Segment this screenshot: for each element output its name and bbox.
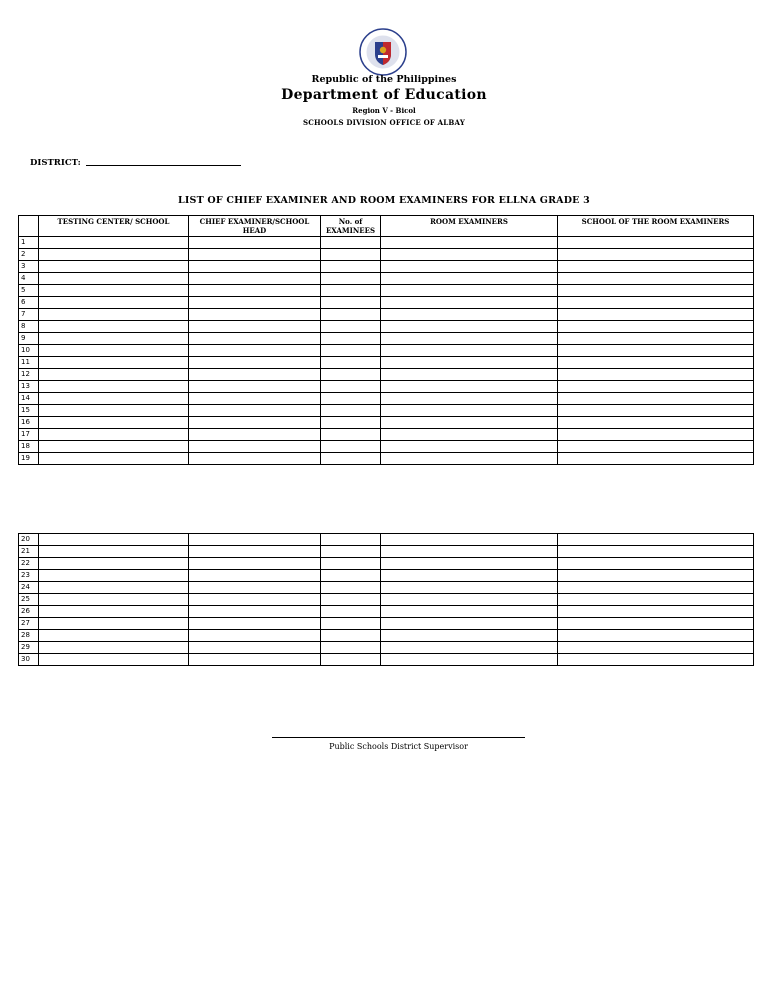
testing-center-cell[interactable] (39, 333, 189, 345)
examinees-cell[interactable] (321, 381, 381, 393)
examinees-cell[interactable] (321, 369, 381, 381)
chief-examiner-cell[interactable] (189, 618, 321, 630)
table-row (19, 393, 754, 405)
col-header-chief-examiner: CHIEF EXAMINER/SCHOOL HEAD (189, 216, 321, 237)
list-title: LIST OF CHIEF EXAMINER AND ROOM EXAMINERS FOR ELLNA GRADE 3 (178, 195, 590, 206)
examinees-cell[interactable] (321, 654, 381, 666)
room-examiners-cell[interactable] (381, 558, 558, 570)
examinees-cell[interactable] (321, 393, 381, 405)
row-number: 10 (19, 345, 39, 357)
examinees-cell[interactable] (321, 618, 381, 630)
room-examiners-cell[interactable] (381, 273, 558, 285)
table-row (19, 618, 754, 630)
room-examiners-cell[interactable] (381, 441, 558, 453)
school-room-examiners-cell[interactable] (558, 618, 754, 630)
examinees-cell[interactable] (321, 309, 381, 321)
row-number: 8 (19, 321, 39, 333)
examinees-cell[interactable] (321, 321, 381, 333)
table-row (19, 546, 754, 558)
table-row (19, 654, 754, 666)
room-examiners-cell[interactable] (381, 321, 558, 333)
table-row (19, 321, 754, 333)
room-examiners-cell[interactable] (381, 642, 558, 654)
room-examiners-cell[interactable] (381, 606, 558, 618)
row-number: 5 (19, 285, 39, 297)
table-row (19, 453, 754, 465)
row-number: 25 (19, 594, 39, 606)
region-heading: Region V - Bicol (352, 106, 416, 115)
chief-examiner-cell[interactable] (189, 570, 321, 582)
chief-examiner-cell[interactable] (189, 297, 321, 309)
table-row (19, 417, 754, 429)
testing-center-cell[interactable] (39, 285, 189, 297)
table-header-row (19, 216, 754, 237)
testing-center-cell[interactable] (39, 453, 189, 465)
row-number: 27 (19, 618, 39, 630)
chief-examiner-cell[interactable] (189, 546, 321, 558)
school-room-examiners-cell[interactable] (558, 345, 754, 357)
school-room-examiners-cell[interactable] (558, 642, 754, 654)
row-number: 29 (19, 642, 39, 654)
chief-examiner-cell[interactable] (189, 405, 321, 417)
school-room-examiners-cell[interactable] (558, 249, 754, 261)
table-row (19, 570, 754, 582)
table-row (19, 345, 754, 357)
chief-examiner-cell[interactable] (189, 273, 321, 285)
row-number: 4 (19, 273, 39, 285)
testing-center-cell[interactable] (39, 546, 189, 558)
row-number: 26 (19, 606, 39, 618)
table-row (19, 381, 754, 393)
examinees-cell[interactable] (321, 534, 381, 546)
examinees-cell[interactable] (321, 285, 381, 297)
row-number: 18 (19, 441, 39, 453)
testing-center-cell[interactable] (39, 261, 189, 273)
examinees-cell[interactable] (321, 546, 381, 558)
room-examiners-cell[interactable] (381, 654, 558, 666)
table-row (19, 357, 754, 369)
examinees-cell[interactable] (321, 417, 381, 429)
examinees-cell[interactable] (321, 570, 381, 582)
table-row (19, 297, 754, 309)
school-room-examiners-cell[interactable] (558, 237, 754, 249)
table-row (19, 285, 754, 297)
row-number: 15 (19, 405, 39, 417)
examinees-cell[interactable] (321, 273, 381, 285)
chief-examiner-cell[interactable] (189, 441, 321, 453)
school-room-examiners-cell[interactable] (558, 357, 754, 369)
district-label: DISTRICT: (30, 158, 81, 168)
testing-center-cell[interactable] (39, 309, 189, 321)
testing-center-cell[interactable] (39, 642, 189, 654)
col-header-examinees: No. of EXAMINEES (321, 216, 381, 237)
school-room-examiners-cell[interactable] (558, 606, 754, 618)
signature-line (272, 737, 525, 738)
examinees-cell[interactable] (321, 345, 381, 357)
row-number: 14 (19, 393, 39, 405)
room-examiners-cell[interactable] (381, 345, 558, 357)
table-row (19, 558, 754, 570)
row-number: 22 (19, 558, 39, 570)
row-number: 2 (19, 249, 39, 261)
row-number: 19 (19, 453, 39, 465)
signature-label: Public Schools District Supervisor (329, 742, 468, 751)
chief-examiner-cell[interactable] (189, 558, 321, 570)
testing-center-cell[interactable] (39, 534, 189, 546)
table-row (19, 441, 754, 453)
district-field (30, 158, 241, 168)
testing-center-cell[interactable] (39, 654, 189, 666)
examinees-cell[interactable] (321, 441, 381, 453)
room-examiners-cell[interactable] (381, 381, 558, 393)
chief-examiner-cell[interactable] (189, 582, 321, 594)
testing-center-cell[interactable] (39, 606, 189, 618)
table-row (19, 630, 754, 642)
room-examiners-cell[interactable] (381, 405, 558, 417)
examinees-cell[interactable] (321, 249, 381, 261)
examinees-cell[interactable] (321, 606, 381, 618)
school-room-examiners-cell[interactable] (558, 405, 754, 417)
chief-examiner-cell[interactable] (189, 654, 321, 666)
chief-examiner-cell[interactable] (189, 417, 321, 429)
row-number: 30 (19, 654, 39, 666)
room-examiners-cell[interactable] (381, 630, 558, 642)
chief-examiner-cell[interactable] (189, 381, 321, 393)
chief-examiner-cell[interactable] (189, 309, 321, 321)
room-examiners-cell[interactable] (381, 534, 558, 546)
school-room-examiners-cell[interactable] (558, 393, 754, 405)
chief-examiner-cell[interactable] (189, 453, 321, 465)
testing-center-cell[interactable] (39, 570, 189, 582)
school-room-examiners-cell[interactable] (558, 261, 754, 273)
chief-examiner-cell[interactable] (189, 369, 321, 381)
school-room-examiners-cell[interactable] (558, 321, 754, 333)
examinees-cell[interactable] (321, 357, 381, 369)
col-header-room-examiners: ROOM EXAMINERS (381, 216, 558, 237)
school-room-examiners-cell[interactable] (558, 546, 754, 558)
room-examiners-cell[interactable] (381, 369, 558, 381)
row-number: 21 (19, 546, 39, 558)
table-row (19, 534, 754, 546)
room-examiners-cell[interactable] (381, 261, 558, 273)
school-room-examiners-cell[interactable] (558, 333, 754, 345)
col-header-number (19, 216, 39, 237)
chief-examiner-cell[interactable] (189, 261, 321, 273)
chief-examiner-cell[interactable] (189, 642, 321, 654)
school-room-examiners-cell[interactable] (558, 285, 754, 297)
table-row (19, 261, 754, 273)
chief-examiner-cell[interactable] (189, 249, 321, 261)
col-header-testing-center: TESTING CENTER/ SCHOOL (39, 216, 189, 237)
testing-center-cell[interactable] (39, 582, 189, 594)
table-row (19, 429, 754, 441)
chief-examiner-cell[interactable] (189, 345, 321, 357)
testing-center-cell[interactable] (39, 273, 189, 285)
row-number: 7 (19, 309, 39, 321)
examinees-cell[interactable] (321, 405, 381, 417)
examinees-cell[interactable] (321, 558, 381, 570)
testing-center-cell[interactable] (39, 417, 189, 429)
room-examiners-cell[interactable] (381, 249, 558, 261)
school-room-examiners-cell[interactable] (558, 453, 754, 465)
deped-seal-icon (351, 28, 415, 76)
school-room-examiners-cell[interactable] (558, 582, 754, 594)
row-number: 28 (19, 630, 39, 642)
row-number: 13 (19, 381, 39, 393)
room-examiners-cell[interactable] (381, 333, 558, 345)
examinees-cell[interactable] (321, 297, 381, 309)
school-room-examiners-cell[interactable] (558, 429, 754, 441)
school-room-examiners-cell[interactable] (558, 309, 754, 321)
chief-examiner-cell[interactable] (189, 333, 321, 345)
school-room-examiners-cell[interactable] (558, 441, 754, 453)
examinees-cell[interactable] (321, 261, 381, 273)
testing-center-cell[interactable] (39, 357, 189, 369)
school-room-examiners-cell[interactable] (558, 297, 754, 309)
examinees-cell[interactable] (321, 333, 381, 345)
school-room-examiners-cell[interactable] (558, 594, 754, 606)
testing-center-cell[interactable] (39, 249, 189, 261)
chief-examiner-cell[interactable] (189, 534, 321, 546)
testing-center-cell[interactable] (39, 297, 189, 309)
chief-examiner-cell[interactable] (189, 357, 321, 369)
testing-center-cell[interactable] (39, 369, 189, 381)
row-number: 1 (19, 237, 39, 249)
school-room-examiners-cell[interactable] (558, 273, 754, 285)
examiners-table-page1 (18, 215, 754, 465)
row-number: 17 (19, 429, 39, 441)
room-examiners-cell[interactable] (381, 582, 558, 594)
row-number: 3 (19, 261, 39, 273)
row-number: 11 (19, 357, 39, 369)
room-examiners-cell[interactable] (381, 429, 558, 441)
school-room-examiners-cell[interactable] (558, 417, 754, 429)
department-heading: Department of Education (281, 87, 487, 103)
testing-center-cell[interactable] (39, 345, 189, 357)
table-row (19, 273, 754, 285)
testing-center-cell[interactable] (39, 630, 189, 642)
chief-examiner-cell[interactable] (189, 237, 321, 249)
room-examiners-cell[interactable] (381, 309, 558, 321)
school-room-examiners-cell[interactable] (558, 381, 754, 393)
row-number: 12 (19, 369, 39, 381)
school-room-examiners-cell[interactable] (558, 654, 754, 666)
chief-examiner-cell[interactable] (189, 630, 321, 642)
testing-center-cell[interactable] (39, 429, 189, 441)
table-row (19, 405, 754, 417)
table-row (19, 237, 754, 249)
room-examiners-cell[interactable] (381, 417, 558, 429)
chief-examiner-cell[interactable] (189, 429, 321, 441)
testing-center-cell[interactable] (39, 594, 189, 606)
district-blank-line[interactable] (86, 165, 241, 166)
school-room-examiners-cell[interactable] (558, 534, 754, 546)
examinees-cell[interactable] (321, 582, 381, 594)
testing-center-cell[interactable] (39, 237, 189, 249)
room-examiners-cell[interactable] (381, 546, 558, 558)
chief-examiner-cell[interactable] (189, 606, 321, 618)
room-examiners-cell[interactable] (381, 297, 558, 309)
chief-examiner-cell[interactable] (189, 594, 321, 606)
examinees-cell[interactable] (321, 453, 381, 465)
examinees-cell[interactable] (321, 630, 381, 642)
examinees-cell[interactable] (321, 429, 381, 441)
room-examiners-cell[interactable] (381, 594, 558, 606)
examiners-table-page2 (18, 533, 754, 666)
chief-examiner-cell[interactable] (189, 393, 321, 405)
table-row (19, 606, 754, 618)
room-examiners-cell[interactable] (381, 285, 558, 297)
testing-center-cell[interactable] (39, 321, 189, 333)
room-examiners-cell[interactable] (381, 357, 558, 369)
division-heading: SCHOOLS DIVISION OFFICE OF ALBAY (302, 118, 466, 127)
room-examiners-cell[interactable] (381, 570, 558, 582)
table-row (19, 642, 754, 654)
table-row (19, 249, 754, 261)
row-number: 24 (19, 582, 39, 594)
examinees-cell[interactable] (321, 594, 381, 606)
testing-center-cell[interactable] (39, 618, 189, 630)
row-number: 6 (19, 297, 39, 309)
row-number: 23 (19, 570, 39, 582)
room-examiners-cell[interactable] (381, 618, 558, 630)
school-room-examiners-cell[interactable] (558, 570, 754, 582)
chief-examiner-cell[interactable] (189, 321, 321, 333)
room-examiners-cell[interactable] (381, 237, 558, 249)
testing-center-cell[interactable] (39, 381, 189, 393)
testing-center-cell[interactable] (39, 405, 189, 417)
school-room-examiners-cell[interactable] (558, 558, 754, 570)
table-row (19, 333, 754, 345)
table-row (19, 369, 754, 381)
school-room-examiners-cell[interactable] (558, 630, 754, 642)
room-examiners-cell[interactable] (381, 453, 558, 465)
row-number: 16 (19, 417, 39, 429)
examinees-cell[interactable] (321, 237, 381, 249)
table-row (19, 582, 754, 594)
republic-heading: Republic of the Philippines (311, 74, 457, 85)
examinees-cell[interactable] (321, 642, 381, 654)
table-row (19, 309, 754, 321)
col-header-school-room-examiners: SCHOOL OF THE ROOM EXAMINERS (558, 216, 754, 237)
row-number: 9 (19, 333, 39, 345)
row-number: 20 (19, 534, 39, 546)
testing-center-cell[interactable] (39, 393, 189, 405)
table-row (19, 594, 754, 606)
testing-center-cell[interactable] (39, 441, 189, 453)
testing-center-cell[interactable] (39, 558, 189, 570)
room-examiners-cell[interactable] (381, 393, 558, 405)
chief-examiner-cell[interactable] (189, 285, 321, 297)
school-room-examiners-cell[interactable] (558, 369, 754, 381)
